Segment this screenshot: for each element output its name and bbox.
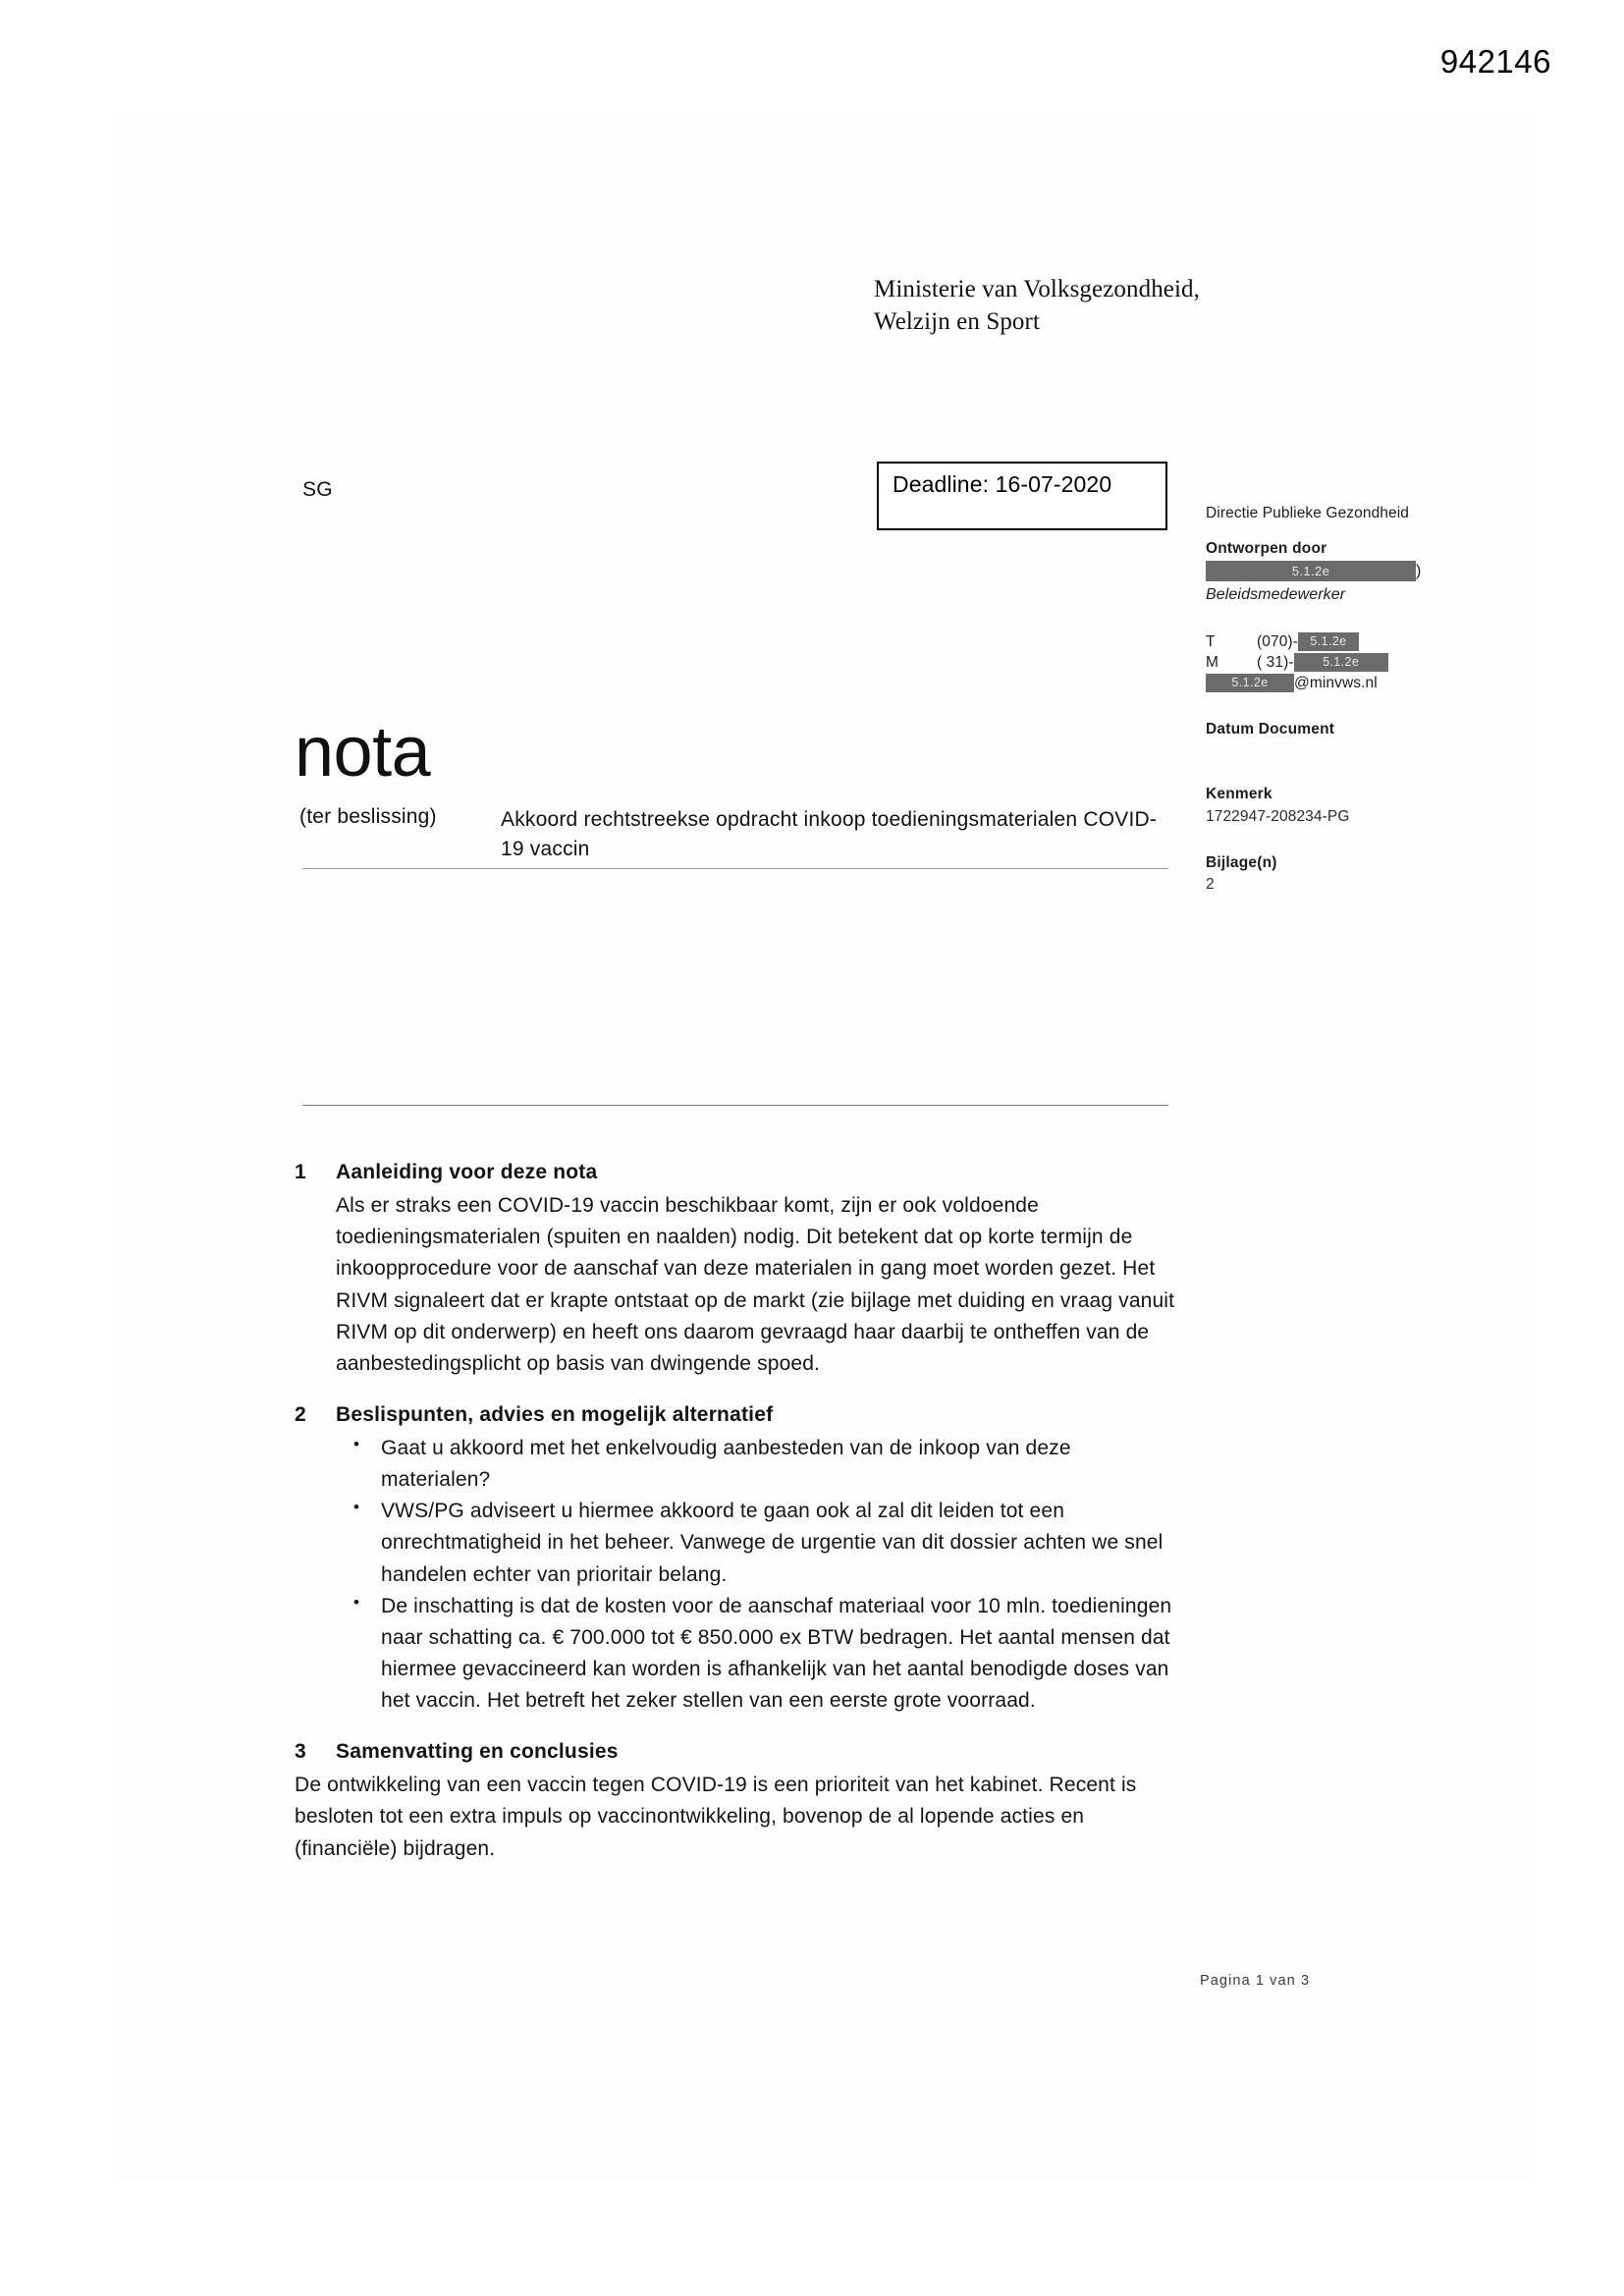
attachments-label: Bijlage(n) bbox=[1206, 854, 1277, 872]
redaction-block-phone: 5.1.2e bbox=[1298, 632, 1359, 651]
phone-row bbox=[1206, 631, 1451, 652]
section-1-number: 1 bbox=[295, 1161, 306, 1183]
section-1-heading bbox=[295, 1157, 1183, 1188]
section-2-heading bbox=[295, 1399, 1183, 1431]
section-1-heading-text: Aanleiding voor deze nota bbox=[336, 1161, 598, 1183]
divider-top bbox=[302, 868, 1168, 869]
email-row bbox=[1206, 673, 1451, 693]
phone-label: T bbox=[1206, 632, 1216, 650]
section-2-bullet-list bbox=[336, 1433, 1183, 1717]
nota-kind-label: (ter beslissing) bbox=[299, 805, 437, 828]
designed-by-suffix: ) bbox=[1416, 562, 1422, 579]
email-domain: @minvws.nl bbox=[1294, 674, 1378, 691]
phone-prefix: (070)- bbox=[1257, 632, 1298, 650]
section-2-number: 2 bbox=[295, 1402, 306, 1426]
mobile-row bbox=[1206, 652, 1451, 673]
ministry-header bbox=[874, 273, 1200, 339]
addressee-label: SG bbox=[302, 478, 333, 501]
section-1 bbox=[295, 1157, 1183, 1380]
section-3-heading bbox=[295, 1736, 1183, 1768]
section-3-heading-text: Samenvatting en conclusies bbox=[336, 1740, 619, 1764]
designed-by-label: Ontworpen door bbox=[1206, 540, 1327, 558]
section-1-body: Als er straks een COVID-19 vaccin beschikbaar komt, zijn er ook voldoende toedieningsmaterialen (spuiten en naalden) nodig. Dit betekent dat op korte termijn de inkoopprocedure voor de aanschaf van deze materialen in gang moet worden gezet. Het RIVM signaleert dat er krapte ontstaat op de markt (zie bijlage met duiding en vraag vanuit RIVM op dit onderwerp) en heeft ons daarom gevraagd haar daarbij te ontheffen van de aanbestedingsplicht op basis van dwingende spoed. bbox=[336, 1194, 1175, 1375]
nota-subject-text: Akkoord rechtstreekse opdracht inkoop toedieningsmaterialen COVID-19 vaccin bbox=[501, 808, 1158, 861]
redaction-block-email: 5.1.2e bbox=[1206, 674, 1294, 692]
section-3-number: 3 bbox=[295, 1740, 306, 1764]
attachments-value: 2 bbox=[1206, 876, 1215, 894]
list-item: • VWS/PG adviseert u hiermee akkoord te gaan ook al zal dit leiden tot een onrechtmatigheid in het beheer. Vanwege de urgentie van dit dossier achten we snel handelen echter van prioritair belang. bbox=[336, 1496, 1184, 1590]
divider-bottom bbox=[302, 1105, 1168, 1106]
document-date-label: Datum Document bbox=[1206, 720, 1335, 738]
directorate-label: Directie Publieke Gezondheid bbox=[1206, 505, 1410, 521]
section-2 bbox=[295, 1399, 1183, 1717]
section-3-body: De ontwikkeling van een vaccin tegen COVID-19 is een prioriteit van het kabinet. Recent is besloten tot een extra impuls op vaccinontwikkeling, bovenop de al lopende acties en (financiële) bijdragen. bbox=[295, 1774, 1137, 1860]
author-role-label: Beleidsmedewerker bbox=[1206, 585, 1346, 603]
archive-number: 942146 bbox=[1439, 43, 1551, 80]
list-item: • Gaat u akkoord met het enkelvoudig aanbesteden van de inkoop van deze materialen? bbox=[336, 1433, 1184, 1496]
reference-value: 1722947-208234-PG bbox=[1206, 807, 1350, 825]
page-title: nota bbox=[295, 713, 431, 792]
mobile-prefix: ( 31)- bbox=[1257, 653, 1294, 671]
designed-by-value-row bbox=[1206, 561, 1451, 582]
document-info-column bbox=[1206, 503, 1451, 896]
page-number-footer: Pagina 1 van 3 bbox=[1200, 1973, 1311, 1989]
section-3 bbox=[295, 1736, 1183, 1865]
ministry-header-line-1: Ministerie van Volksgezondheid, bbox=[874, 276, 1200, 302]
list-item: • De inschatting is dat de kosten voor de aanschaf materiaal voor 10 mln. toedieningen naar schatting ca. € 700.000 tot € 850.000 ex BTW bedragen. Het aantal mensen dat hiermee gevaccineerd kan worden is afhankelijk van het aantal benodigde doses van het vaccin. Het betreft het zeker stellen van een eerste grote voorraad. bbox=[336, 1591, 1184, 1718]
section-2-heading-text: Beslispunten, advies en mogelijk alternatief bbox=[336, 1402, 774, 1426]
redaction-block-author: 5.1.2e bbox=[1206, 561, 1416, 581]
document-body bbox=[295, 1157, 1183, 1885]
ministry-header-line-2: Welzijn en Sport bbox=[874, 308, 1040, 336]
deadline-text: Deadline: 16-07-2020 bbox=[893, 471, 1112, 497]
deadline-box bbox=[877, 462, 1167, 530]
mobile-label: M bbox=[1206, 653, 1219, 671]
reference-label: Kenmerk bbox=[1206, 786, 1272, 803]
redaction-block-mobile: 5.1.2e bbox=[1294, 653, 1388, 672]
